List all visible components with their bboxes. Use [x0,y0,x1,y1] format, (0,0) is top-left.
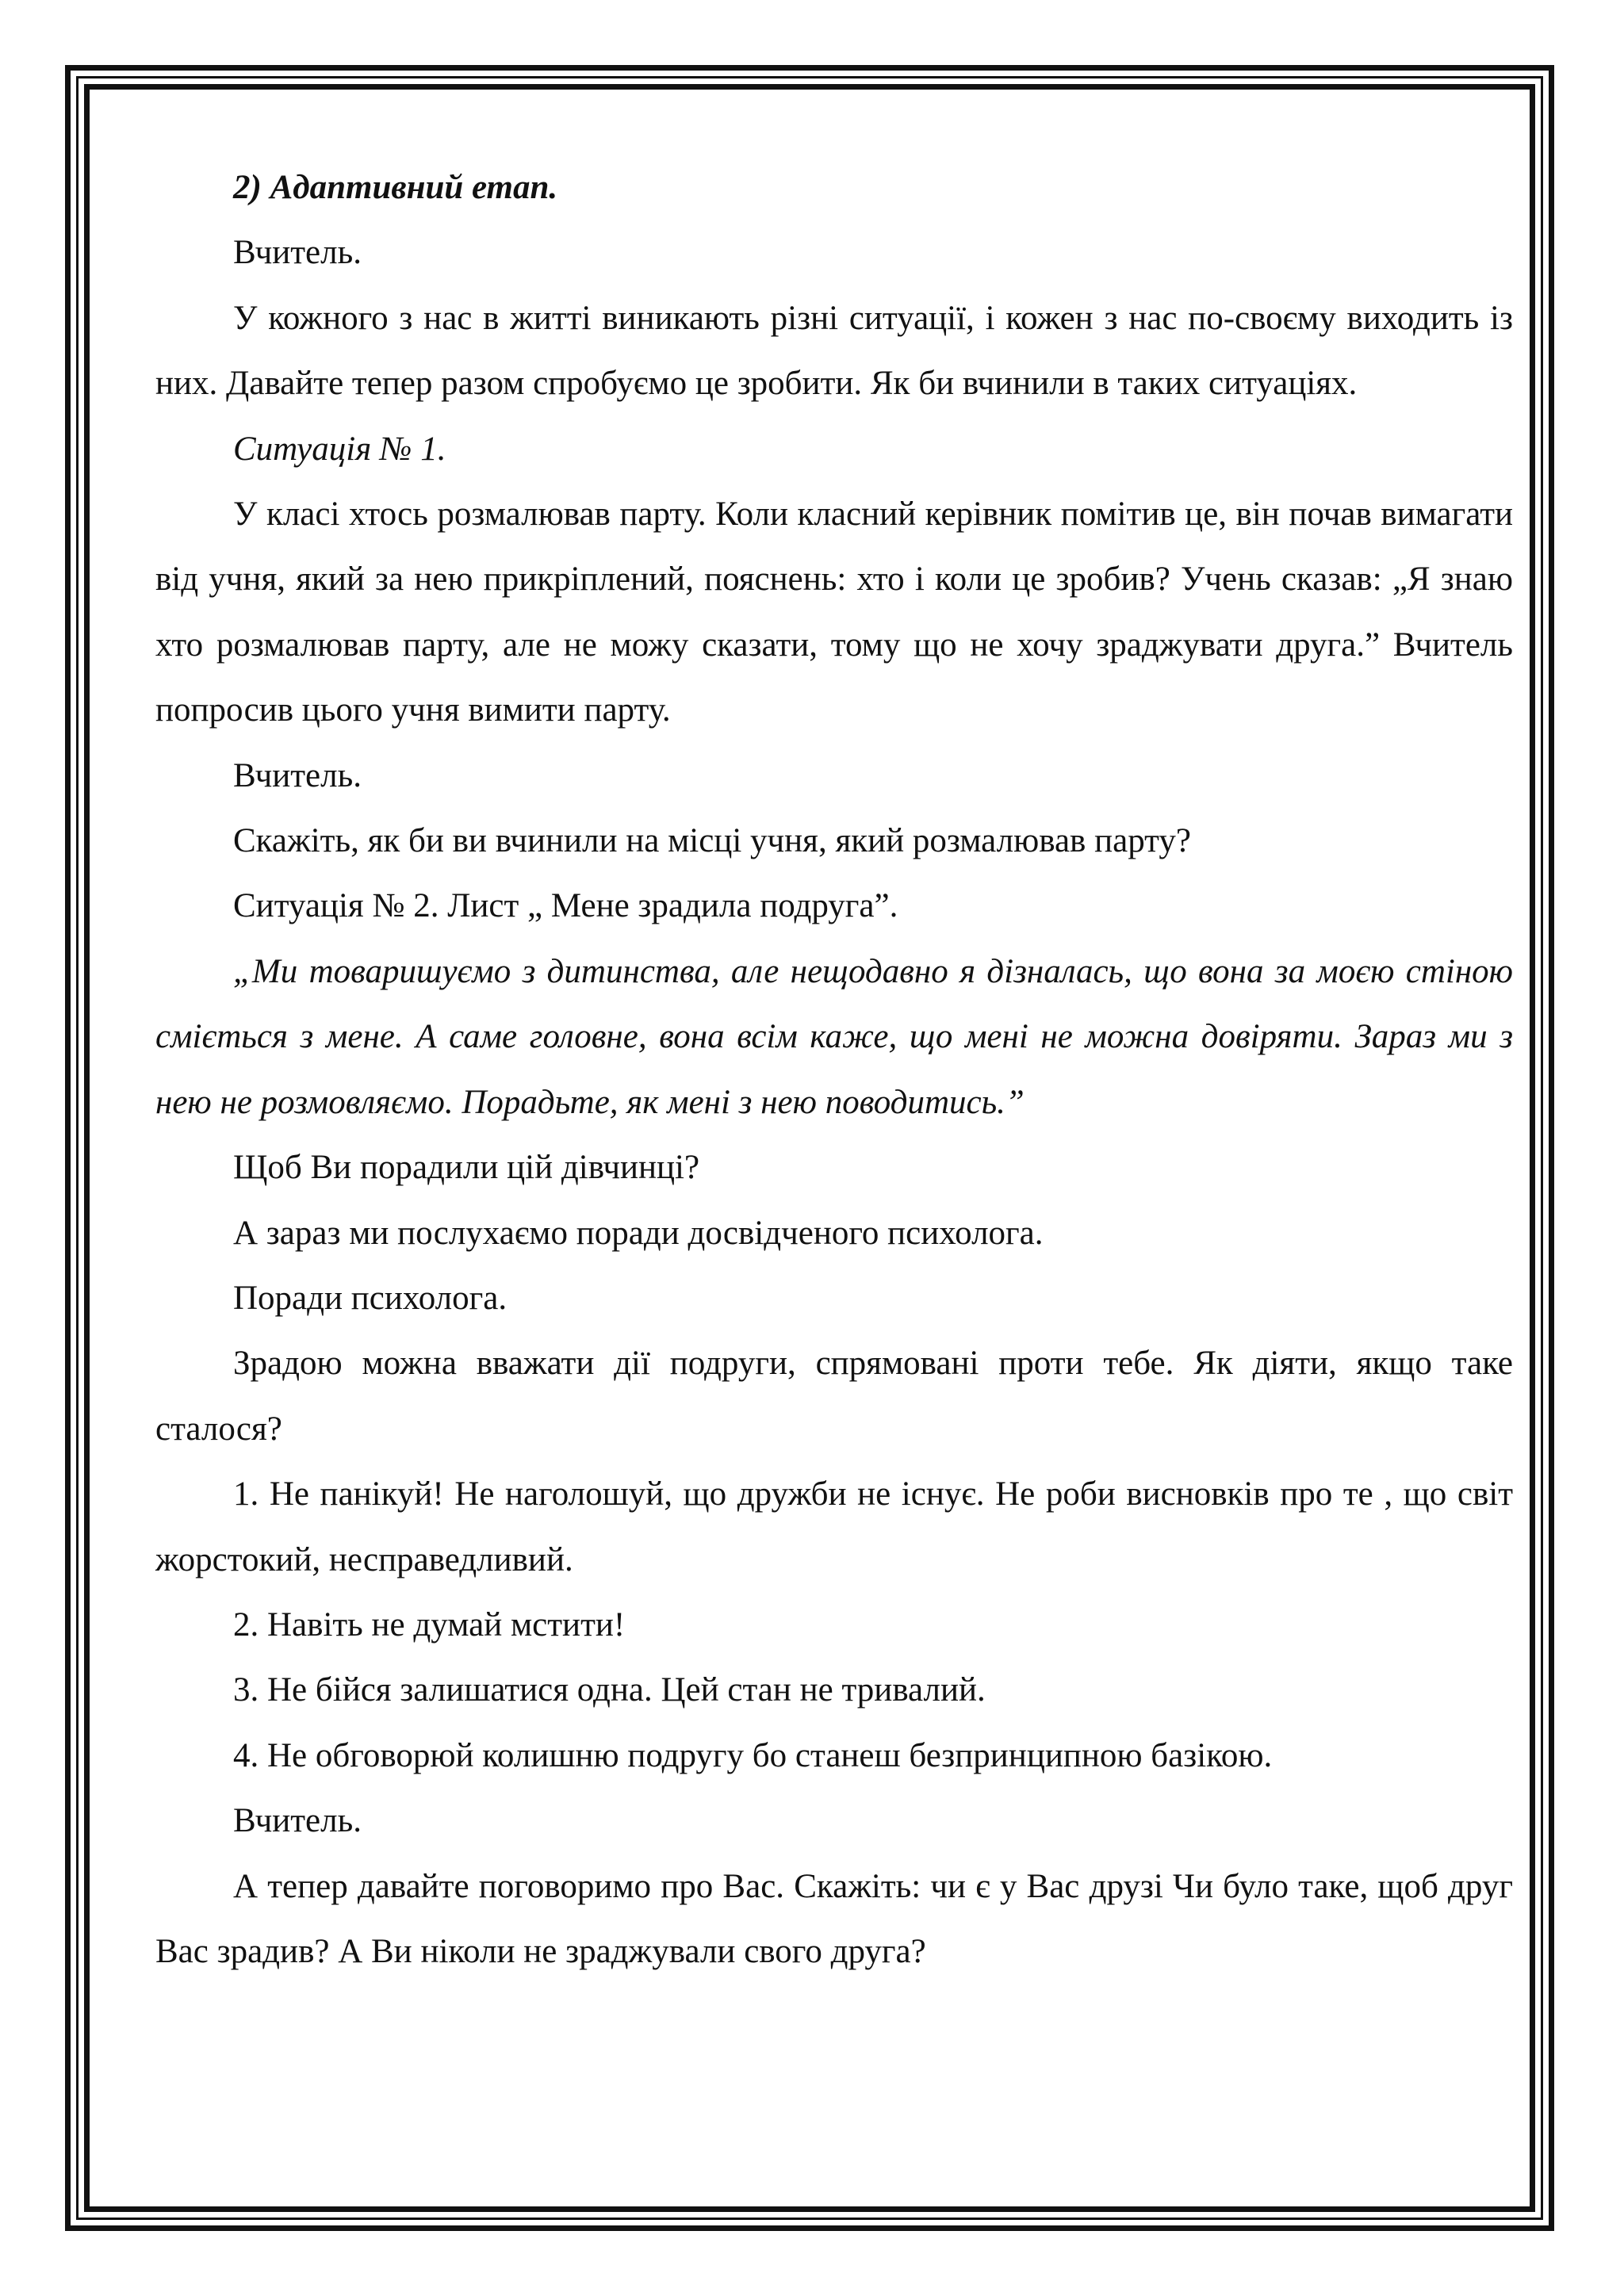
paragraph: Поради психолога. [233,1279,508,1317]
list-item: 2. Навіть не думай мстити! [233,1605,626,1644]
speaker-label: Вчитель. [233,1802,362,1840]
quoted-letter: „Ми товаришуємо з дитинства, але нещодавно я дізналась, що вона за моєю стіною сміється з мене. А саме головне, вона всім каже, що мені не можна довіряти. Зараз ми з нею не розмовляємо. Порадьте, як мені з нею поводитись.” [155,952,1513,1121]
paragraph: А тепер давайте поговоримо про Вас. Скажіть: чи є у Вас друзі Чи було таке, щоб друг Вас зрадив? А Ви ніколи не зраджували свого друга? [155,1867,1513,1970]
situation-heading: Ситуація № 1. [233,430,446,468]
list-item: 4. Не обговорюй колишню подругу бо станеш безпринципною базікою. [233,1736,1273,1774]
paragraph: Зрадою можна вважати дії подруги, спрямовані проти тебе. Як діяти, якщо таке сталося? [155,1345,1513,1448]
list-item: 3. Не бійся залишатися одна. Цей стан не тривалий. [233,1671,986,1709]
situation-heading: Ситуація № 2. Лист „ Мене зрадила подруга”. [233,887,898,925]
paragraph: У класі хтось розмалював парту. Коли класний керівник помітив це, він почав вимагати від учня, який за нею прикріплений, пояснень: хто і коли це зробив? Учень сказав: „Я знаю хто розмалював парту, але не можу сказати, тому що не хочу зраджувати друга.” Вчитель попросив цього учня вимити парту. [155,496,1513,729]
speaker-label: Вчитель. [233,756,362,794]
section-heading: 2) Адаптивний етап. [233,169,558,206]
speaker-label: Вчитель. [233,234,362,272]
document-body [155,155,1513,1984]
paragraph: У кожного з нас в житті виникають різні ситуації, і кожен з нас по-своєму виходить із них. Давайте тепер разом спробуємо це зробити. Як би вчинили в таких ситуаціях. [155,299,1513,403]
paragraph: Скажіть, як би ви вчинили на місці учня, який розмалював парту? [233,822,1191,860]
paragraph: Щоб Ви порадили цій дівчинці? [233,1149,700,1187]
paragraph: А зараз ми послухаємо поради досвідченого психолога. [233,1214,1044,1252]
list-item: 1. Не панікуй! Не наголошуй, що дружби не існує. Не роби висновків про те , що світ жорстокий, несправедливий. [155,1475,1513,1578]
